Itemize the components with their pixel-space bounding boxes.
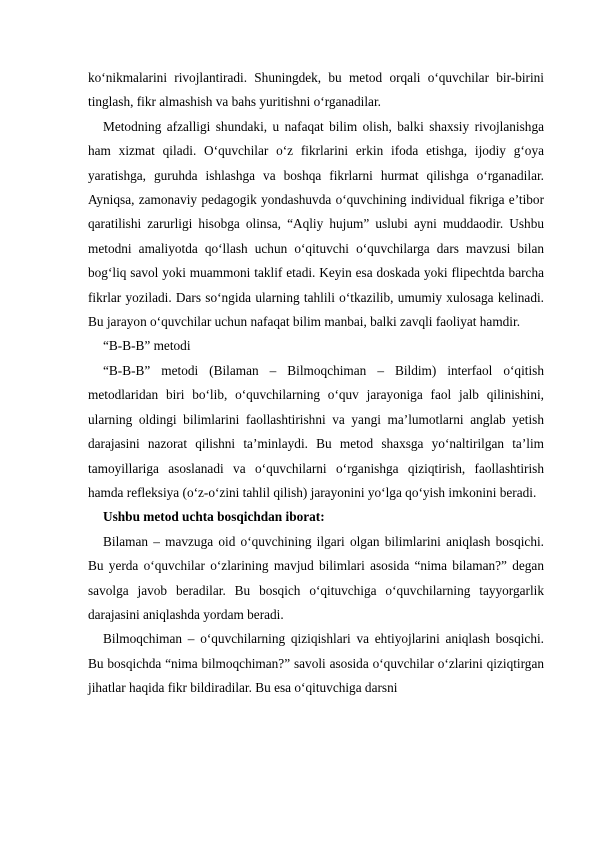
paragraph-stages-heading: Ushbu metod uchta bosqichdan iborat:	[103, 509, 325, 525]
paragraph-bbb-description: “B-B-B” metodi (Bilaman – Bilmoqchiman – Bildim) interfaol o‘qitish metodlaridan biri bo‘lib, o‘quvchilarning o‘quv jarayoniga faol jalb qilinishini, ularning oldingi bilimlarini faollashtirishni va yangi ma’lumotlarni anglab yetish darajasini nazorat qilishni ta’minlaydi. Bu metod shaxsga yo‘naltirilgan ta’lim tamoyillariga asoslanadi va o‘quvchilarni o‘rganishga qiziqtirish, faollashtirish hamda refleksiya (o‘z-o‘zini tahlil qilish) jarayonini yo‘lga qo‘yish imkonini beradi.	[88, 362, 544, 500]
paragraph-continuation: ko‘nikmalarini rivojlantiradi. Shuningdek, bu metod orqali o‘quvchilar bir-birini tinglash, fikr almashish va bahs yuritishni o‘rganadilar.	[88, 70, 544, 110]
paragraph-method-advantages: Metodning afzalligi shundaki, u nafaqat bilim olish, balki shaxsiy rivojlanishga ham xizmat qiladi. O‘quvchilar o‘z fikrlarini erkin ifoda etishga, ijodiy g‘oya yaratishga, guruhda ishlashga va boshqa fikrlarni hurmat qilishga o‘rganadilar. Ayniqsa, zamonaviy pedagogik yondashuvda o‘quvchining individual fikriga e’tibor qaratilishi zarurligi hisobga olinsa, “Aqliy hujum” uslubi ayni muddaodir. Ushbu metodni amaliyotda qo‘llash uchun o‘qituvchi o‘quvchilarga dars mavzusi bilan bog‘liq savol yoki muammoni taklif etadi. Keyin esa doskada yoki flipechtda barcha fikrlar yoziladi. Dars so‘ngida ularning tahlili o‘tkazilib, umumiy xulosaga kelinadi. Bu jarayon o‘quvchilar uchun nafaqat bilim manbai, balki zavqli faoliyat hamdir.	[88, 118, 544, 330]
section-heading-bbb-method: “B-B-B” metodi	[103, 338, 191, 354]
document-page	[88, 66, 544, 701]
paragraph-stage-bilaman: Bilaman – mavzuga oid o‘quvchining ilgari olgan bilimlarini aniqlash bosqichi. Bu yerda o‘quvchilar o‘zlarining mavjud bilimlari asosida “nima bilaman?” degan savolga javob beradilar. Bu bosqich o‘qituvchiga o‘quvchilarning tayyorgarlik darajasini aniqlashda yordam beradi.	[88, 533, 544, 622]
paragraph-stage-bilmoqchiman: Bilmoqchiman – o‘quvchilarning qiziqishlari va ehtiyojlarini aniqlash bosqichi. Bu bosqichda “nima bilmoqchiman?” savoli asosida o‘quvchilar o‘zlarini qiziqtirgan jihatlar haqida fikr bildiradilar. Bu esa o‘qituvchiga darsni	[88, 631, 544, 696]
